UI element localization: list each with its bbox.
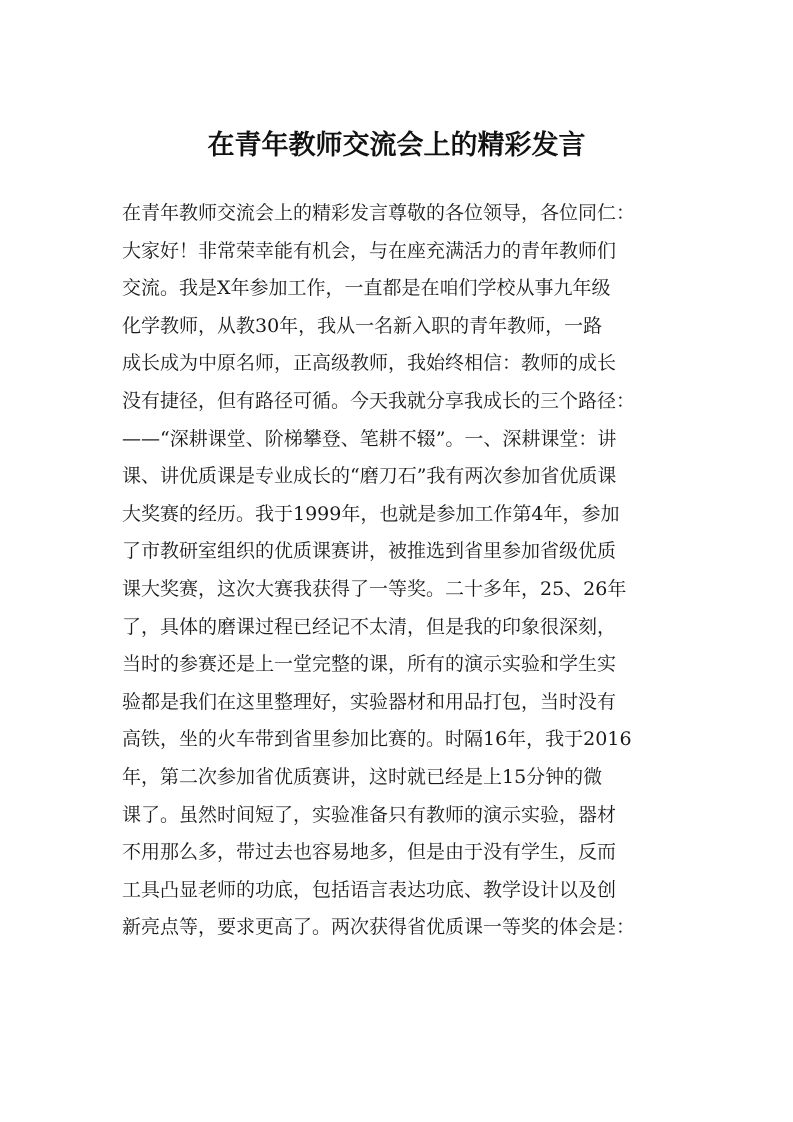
body-line: 工具凸显老师的功底，包括语言表达功底、教学设计以及创 <box>122 878 617 901</box>
document-title: 在青年教师交流会上的精彩发言 <box>207 130 586 161</box>
body-line: 当时的参赛还是上一堂完整的课，所有的演示实验和学生实 <box>122 653 617 676</box>
body-line: ——“深耕课堂、阶梯攀登、笔耕不辍”。一、深耕课堂：讲 <box>122 427 617 450</box>
body-line: 了市教研室组织的优质课赛讲，被推选到省里参加省级优质 <box>122 540 617 563</box>
body-line: 大家好！非常荣幸能有机会，与在座充满活力的青年教师们 <box>122 239 617 262</box>
body-line: 年，第二次参加省优质赛讲，这时就已经是上15分钟的微 <box>122 765 603 788</box>
body-line: 没有捷径，但有路径可循。今天我就分享我成长的三个路径： <box>122 389 636 412</box>
body-line: 在青年教师交流会上的精彩发言尊敬的各位领导，各位同仁： <box>122 202 636 224</box>
body-line: 课、讲优质课是专业成长的“磨刀石”我有两次参加省优质课 <box>122 465 617 488</box>
body-line: 高铁，坐的火车带到省里参加比赛的。时隔16年，我于2016 <box>122 728 632 751</box>
body-line: 了，具体的磨课过程已经记不太清，但是我的印象很深刻， <box>122 615 617 638</box>
body-line: 验都是我们在这里整理好，实验器材和用品打包，当时没有 <box>122 690 617 713</box>
body-line: 化学教师，从教30年，我从一名新入职的青年教师，一路 <box>122 314 603 337</box>
document-body <box>122 195 692 947</box>
body-line: 课了。虽然时间短了，实验准备只有教师的演示实验，器材 <box>122 803 617 826</box>
body-line: 课大奖赛，这次大赛我获得了一等奖。二十多年，25、26年 <box>122 577 627 600</box>
body-line: 不用那么多，带过去也容易地多，但是由于没有学生，反而 <box>122 841 617 864</box>
body-line: 大奖赛的经历。我于1999年，也就是参加工作第4年，参加 <box>122 502 620 525</box>
body-line: 新亮点等，要求更高了。两次获得省优质课一等奖的体会是： <box>122 916 636 939</box>
body-line: 交流。我是X年参加工作，一直都是在咱们学校从事九年级 <box>122 277 611 300</box>
body-line: 成长成为中原名师，正高级教师，我始终相信：教师的成长 <box>122 352 617 375</box>
